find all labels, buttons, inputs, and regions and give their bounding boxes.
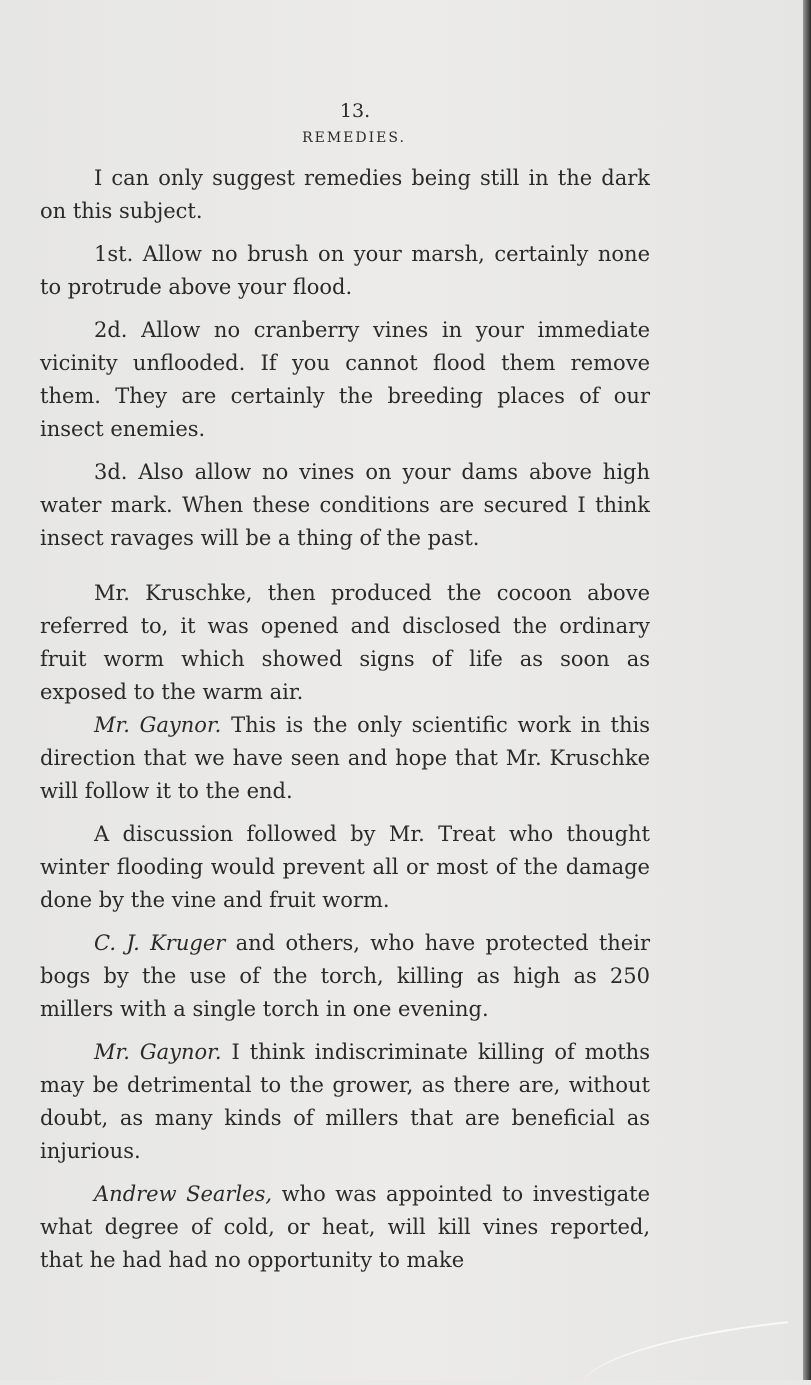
paragraph-treat: A discussion followed by Mr. Treat who thought winter flooding would prevent all or most of the damage done by the vine and fruit worm. [40,822,650,912]
page-edge-shadow [803,0,811,1380]
speaker-name: Andrew Searles, [94,1182,273,1206]
page-text [40,100,650,1287]
paragraph-intro: I can only suggest remedies being still in the dark on this subject. [40,166,650,223]
paragraph-gaynor-2: Mr. Gaynor. I think indiscriminate killing of moths may be detrimental to the grower, as there are, without doubt, as many kinds of millers that are beneficial as injurious. [40,1040,650,1163]
paragraph-searles: Andrew Searles, who was appointed to investigate what degree of cold, or heat, will kill vines reported, that he had had no opportunity to make [40,1182,650,1272]
page-curl [579,1321,792,1385]
speaker-name: Mr. Gaynor. [94,713,222,737]
paragraph-kruger: C. J. Kruger and others, who have protected their bogs by the use of the torch, killing as high as 250 millers with a single torch in one evening. [40,931,650,1021]
speaker-name: C. J. Kruger [94,931,226,955]
paragraph-kruschke: Mr. Kruschke, then produced the cocoon above referred to, it was opened and disclosed the ordinary fruit worm which showed signs of life as soon as exposed to the warm air. [40,581,650,704]
section-heading: REMEDIES. [302,130,406,146]
paragraph-remedy-3: 3d. Also allow no vines on your dams above high water mark. When these conditions are secured I think insect ravages will be a thing of the past. [40,460,650,550]
page-number: 13. [339,100,371,122]
paragraph-remedy-2: 2d. Allow no cranberry vines in your immediate vicinity unflooded. If you cannot flood them remove them. They are certainly the breeding places of our insect enemies. [40,318,650,441]
paragraph-gaynor-1: Mr. Gaynor. This is the only scientific work in this direction that we have seen and hope that Mr. Kruschke will follow it to the end. [40,713,650,803]
paragraph-remedy-1: 1st. Allow no brush on your marsh, certainly none to protrude above your flood. [40,242,650,299]
speaker-name: Mr. Gaynor. [94,1040,222,1064]
